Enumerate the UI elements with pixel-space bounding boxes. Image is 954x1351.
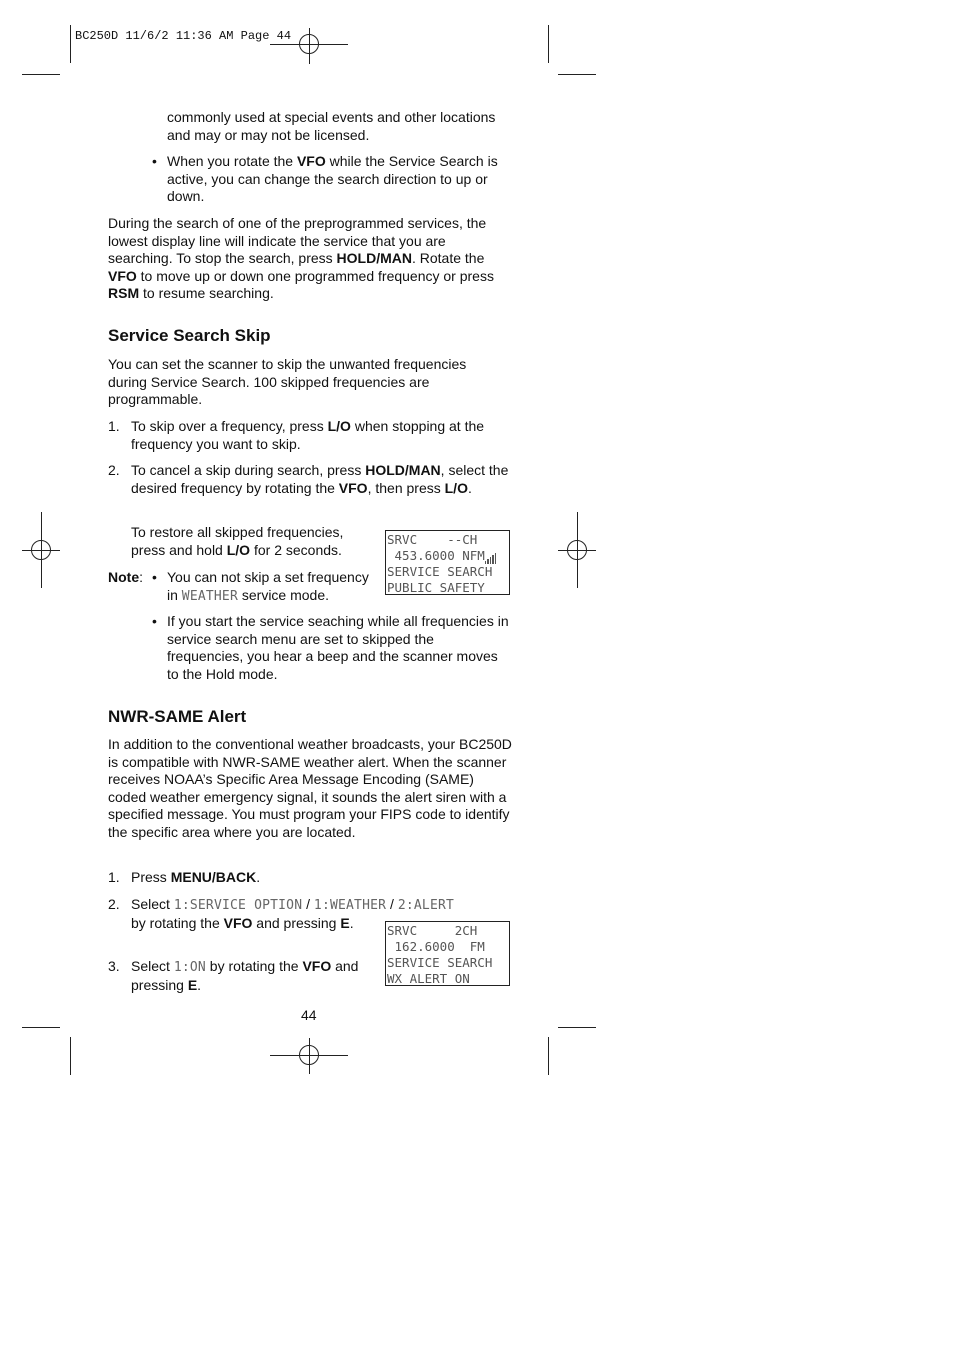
nwr-step-1: Press MENU/BACK. (131, 869, 261, 885)
crop-mark (558, 1027, 596, 1028)
step-number: 3. (108, 958, 120, 974)
note-1: You can not skip a set frequency in WEATHER service mode. (167, 569, 369, 604)
lcd-display-2 (385, 921, 510, 986)
crop-mark (22, 74, 60, 75)
page-number: 44 (301, 1007, 317, 1023)
bullet: • (152, 153, 157, 169)
section-heading-nwr-same-alert: NWR-SAME Alert (108, 707, 247, 726)
registration-circle (299, 34, 319, 54)
step-number: 2. (108, 462, 120, 478)
lcd-line: WX ALERT ON (387, 971, 470, 986)
bullet: • (152, 613, 157, 629)
crop-mark (548, 1037, 549, 1075)
lcd-display-1 (385, 530, 510, 595)
skip-intro: You can set the scanner to skip the unwanted frequencies during Service Search. 100 skipped frequencies are programmable. (108, 356, 467, 408)
intro-continuation: commonly used at special events and other locations and may or may not be licensed. (167, 109, 496, 143)
skip-step-2: To cancel a skip during search, press HOLD/MAN, select the desired frequency by rotating the VFO, then press L/O. (131, 462, 509, 496)
print-header: BC250D 11/6/2 11:36 AM Page 44 (75, 29, 292, 43)
crop-mark (70, 1037, 71, 1075)
registration-circle (567, 540, 587, 560)
note-2: If you start the service seaching while all frequencies in service search menu are set to skipped the frequencies, you hear a beep and the scanner moves to the Hold mode. (167, 613, 509, 682)
crop-mark (558, 74, 596, 75)
crop-mark (70, 25, 71, 63)
crop-mark (22, 1027, 60, 1028)
lcd-line: SERVICE SEARCH (387, 955, 493, 970)
bullet: • (152, 569, 157, 585)
lcd-line: 162.6000 FM (387, 939, 485, 954)
lcd-line: SRVC --CH (387, 532, 478, 547)
lcd-line: 453.6000 NFM (387, 548, 509, 564)
search-paragraph: During the search of one of the preprogrammed services, the lowest display line will indicate the service that you are searching. To stop the search, press HOLD/MAN. Rotate the VFO to move up or down one programmed frequency or press RSM to resume searching. (108, 215, 494, 302)
skip-step-1: To skip over a frequency, press L/O when stopping at the frequency you want to skip. (131, 418, 485, 452)
section-heading-service-search-skip: Service Search Skip (108, 326, 271, 345)
note-label: Note: (108, 569, 144, 585)
crop-mark (548, 25, 549, 63)
lcd-line: SERVICE SEARCH (387, 564, 493, 579)
vfo-bullet-text: When you rotate the VFO while the Service Search is active, you can change the search direction to up or down. (167, 153, 498, 205)
nwr-intro: In addition to the conventional weather broadcasts, your BC250D is compatible with NWR-SAME weather alert. When the scanner receives NOAA’s Specific Area Message Encoding (SAME) coded weather emergency signal, it sounds the alert siren with a specified message. You must program your FIPS code to identify the specific area where you are located. (108, 736, 512, 840)
step-number: 1. (108, 869, 120, 885)
lcd-line: SRVC 2CH (387, 923, 478, 938)
registration-circle (299, 1045, 319, 1065)
restore-text: To restore all skipped frequencies, press and hold L/O for 2 seconds. (131, 524, 344, 558)
lcd-line: PUBLIC SAFETY (387, 580, 485, 595)
signal-strength-icon (485, 548, 498, 564)
step-number: 1. (108, 418, 120, 434)
registration-circle (31, 540, 51, 560)
nwr-step-2: Select 1:SERVICE OPTION / 1:WEATHER / 2:ALERT by rotating the VFO and pressing E. (131, 896, 455, 931)
step-number: 2. (108, 896, 120, 912)
nwr-step-3: Select 1:ON by rotating the VFO and pressing E. (131, 958, 359, 993)
